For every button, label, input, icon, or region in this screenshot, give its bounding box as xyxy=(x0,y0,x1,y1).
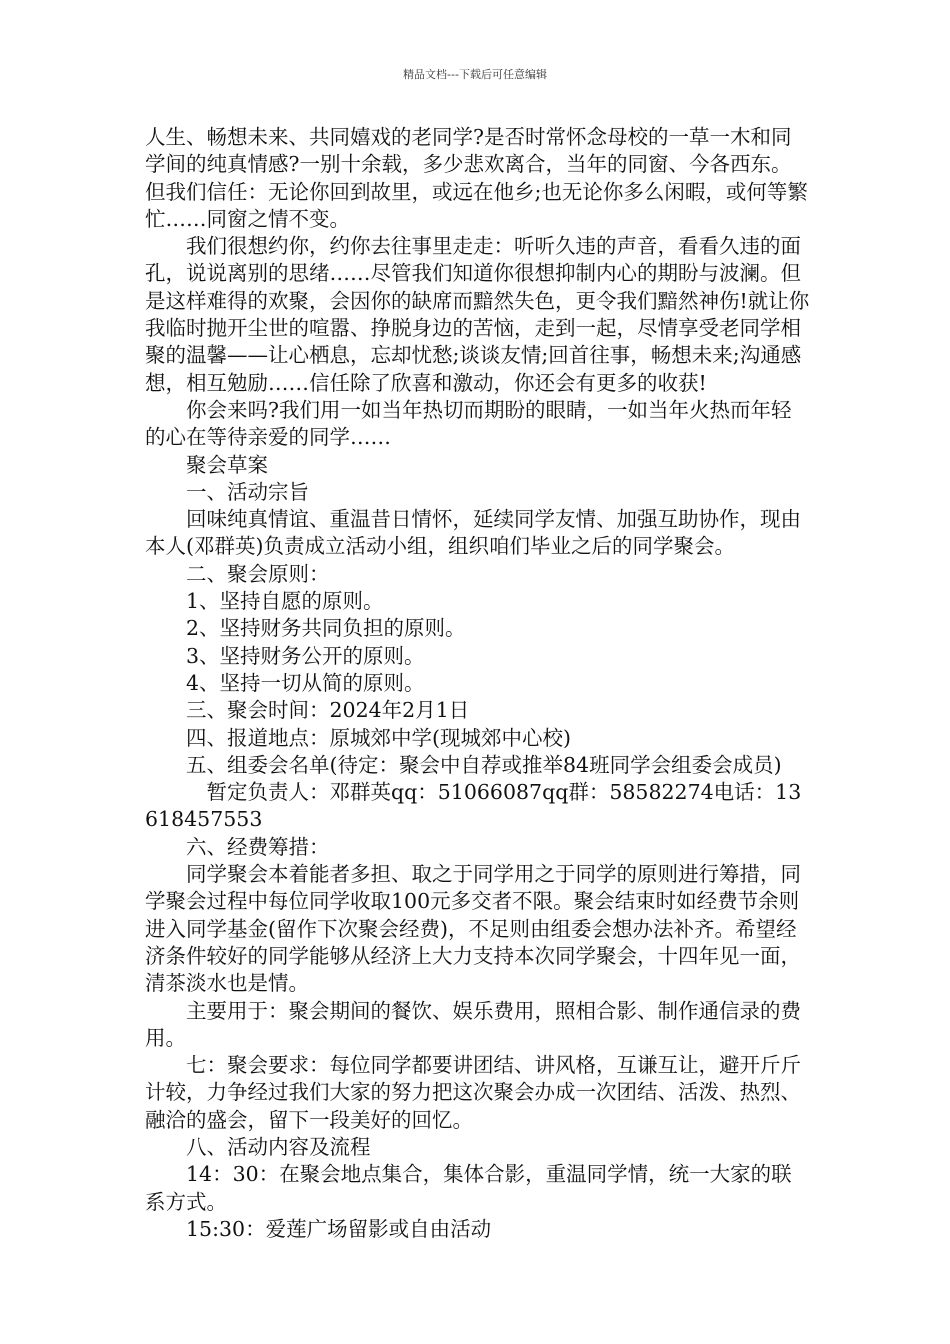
paragraph-purpose: 回味纯真情谊、重温昔日情怀，延续同学友情、加强互助协作，现由本人(邓群英)负责成立活动小组，组织咱们毕业之后的同学聚会。 xyxy=(145,507,801,559)
contact-person: 暂定负责人：邓群英qq：51066087qq群：58582274电话：13618457553 xyxy=(145,780,802,832)
paragraph-will-you-come: 你会来吗?我们用一如当年热切而期盼的眼睛，一如当年火热而年轻的心在等待亲爱的同学…… xyxy=(145,397,792,450)
heading-time: 三、聚会时间：2024年2月1日 xyxy=(186,698,470,723)
paragraph-invitation: 我们很想约你，约你去往事里走走：听听久违的声音，看看久违的面孔，说说离别的思绪……尽管我们知道你很想抑制内心的期盼与波澜。但是这样难得的欢聚，会因你的缺席而黯然失色，更令我们黯然神伤!就让你我临时抛开尘世的喧嚣、挣脱身边的苦恼，走到一起，尽情享受老同学相聚的温馨——让心栖息，忘却忧愁;谈谈友情;回首往事，畅想未来;沟通感想，相互勉励……信任除了欣喜和激动，你还会有更多的收获! xyxy=(145,234,810,395)
document-body xyxy=(145,124,810,1243)
paragraph-requirements: 七：聚会要求：每位同学都要讲团结、讲风格，互谦互让，避开斤斤计较，力争经过我们大家的努力把这次聚会办成一次团结、活泼、热烈、融洽的盛会，留下一段美好的回忆。 xyxy=(145,1053,801,1132)
paragraph-intro-continued: 人生、畅想未来、共同嬉戏的老同学?是否时常怀念母校的一草一木和同学间的纯真情感?一别十余载，多少悲欢离合，当年的同窗、今各西东。但我们信任：无论你回到故里，或远在他乡;也无论你多么闲暇，或何等繁忙……同窗之情不变。 xyxy=(145,125,808,231)
principle-item: 4、坚持一切从简的原则。 xyxy=(186,670,425,695)
principle-item: 2、坚持财务共同负担的原则。 xyxy=(186,616,466,641)
page-header: 精品文档---下载后可任意编辑 xyxy=(403,68,547,81)
heading-committee: 五、组委会名单(待定：聚会中自荐或推举84班同学会组委会成员) xyxy=(186,752,782,777)
heading-location: 四、报道地点：原城郊中学(现城郊中心校) xyxy=(186,725,571,750)
schedule-item: 15:30：爱莲广场留影或自由活动 xyxy=(186,1216,492,1241)
heading-purpose: 一、活动宗旨 xyxy=(186,479,309,504)
schedule-item: 14：30：在聚会地点集合，集体合影，重温同学情，统一大家的联系方式。 xyxy=(145,1162,792,1214)
heading-principles: 二、聚会原则： xyxy=(186,561,330,586)
heading-schedule: 八、活动内容及流程 xyxy=(186,1134,371,1159)
paragraph-funding: 同学聚会本着能者多担、取之于同学用之于同学的原则进行筹措，同学聚会过程中每位同学收取100元多交者不限。聚会结束时如经费节余则进入同学基金(留作下次聚会经费)，不足则由组委会想办法补齐。希望经济条件较好的同学能够从经济上大力支持本次同学聚会，十四年见一面，清茶淡水也是情。 xyxy=(145,862,801,996)
principle-item: 1、坚持自愿的原则。 xyxy=(186,589,384,614)
heading-funding: 六、经费筹措： xyxy=(186,834,330,859)
principle-item: 3、坚持财务公开的原则。 xyxy=(186,643,425,668)
paragraph-usage: 主要用于：聚会期间的餐饮、娱乐费用，照相合影、制作通信录的费用。 xyxy=(145,998,801,1050)
section-title-draft: 聚会草案 xyxy=(186,452,268,477)
